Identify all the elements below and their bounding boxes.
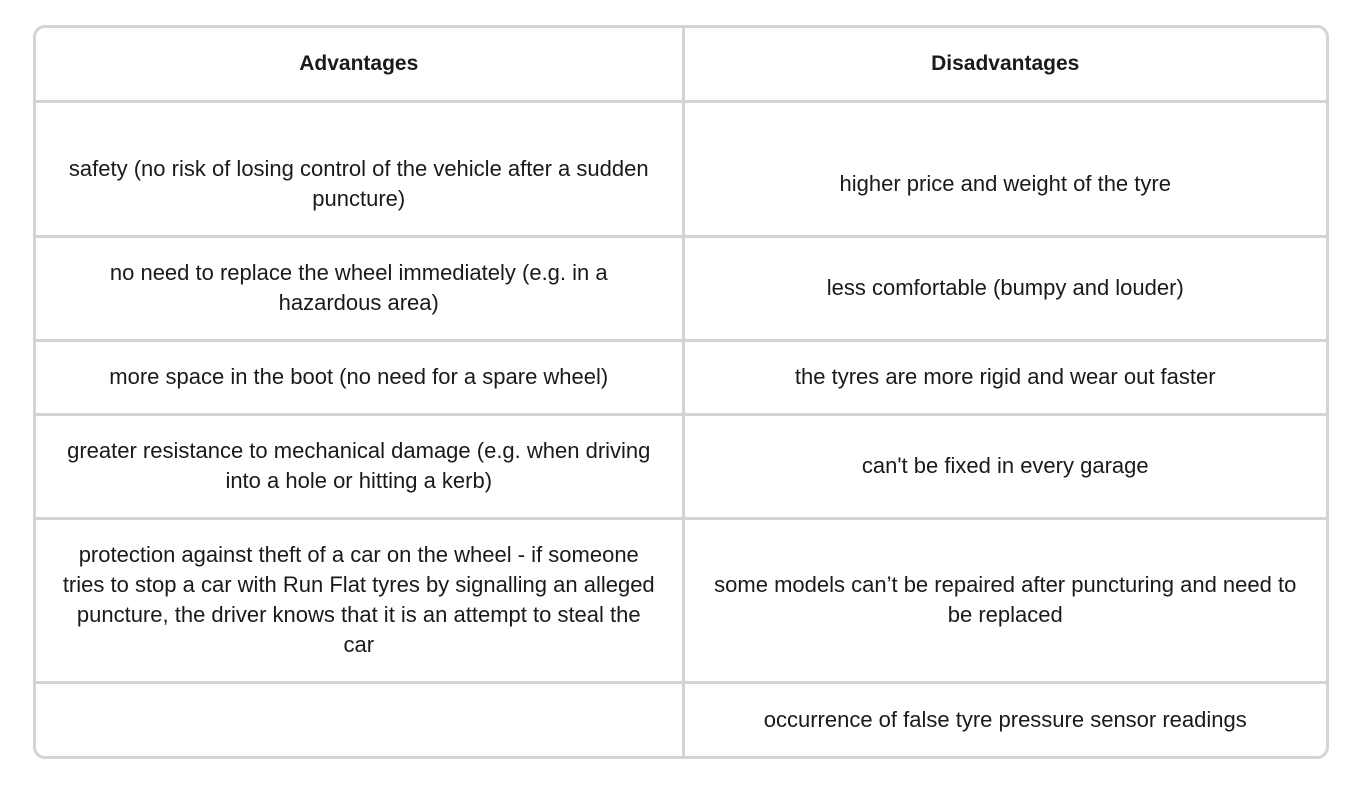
disadvantage-cell: can't be fixed in every garage xyxy=(683,414,1326,518)
disadvantage-cell: the tyres are more rigid and wear out faster xyxy=(683,340,1326,414)
disadvantage-cell: occurrence of false tyre pressure sensor readings xyxy=(683,682,1326,756)
disadvantage-cell: some models can’t be repaired after puncturing and need to be replaced xyxy=(683,518,1326,682)
advantage-cell: greater resistance to mechanical damage (e.g. when driving into a hole or hitting a kerb) xyxy=(36,414,683,518)
header-advantages: Advantages xyxy=(36,28,683,101)
advantage-cell: safety (no risk of losing control of the vehicle after a sudden puncture) xyxy=(36,101,683,236)
table-row xyxy=(36,682,1326,756)
table-row xyxy=(36,101,1326,236)
table-row xyxy=(36,340,1326,414)
advantage-cell-empty xyxy=(36,682,683,756)
comparison-table xyxy=(33,25,1329,759)
table-row xyxy=(36,236,1326,340)
table-row xyxy=(36,414,1326,518)
header-disadvantages: Disadvantages xyxy=(683,28,1326,101)
advantage-cell: protection against theft of a car on the wheel - if someone tries to stop a car with Run Flat tyres by signalling an alleged puncture, the driver knows that it is an attempt to steal the car xyxy=(36,518,683,682)
disadvantage-cell: higher price and weight of the tyre xyxy=(683,101,1326,236)
advantages-disadvantages-table xyxy=(36,28,1326,756)
advantage-cell: more space in the boot (no need for a spare wheel) xyxy=(36,340,683,414)
disadvantage-cell: less comfortable (bumpy and louder) xyxy=(683,236,1326,340)
table-row xyxy=(36,518,1326,682)
advantage-cell: no need to replace the wheel immediately (e.g. in a hazardous area) xyxy=(36,236,683,340)
header-row xyxy=(36,28,1326,101)
